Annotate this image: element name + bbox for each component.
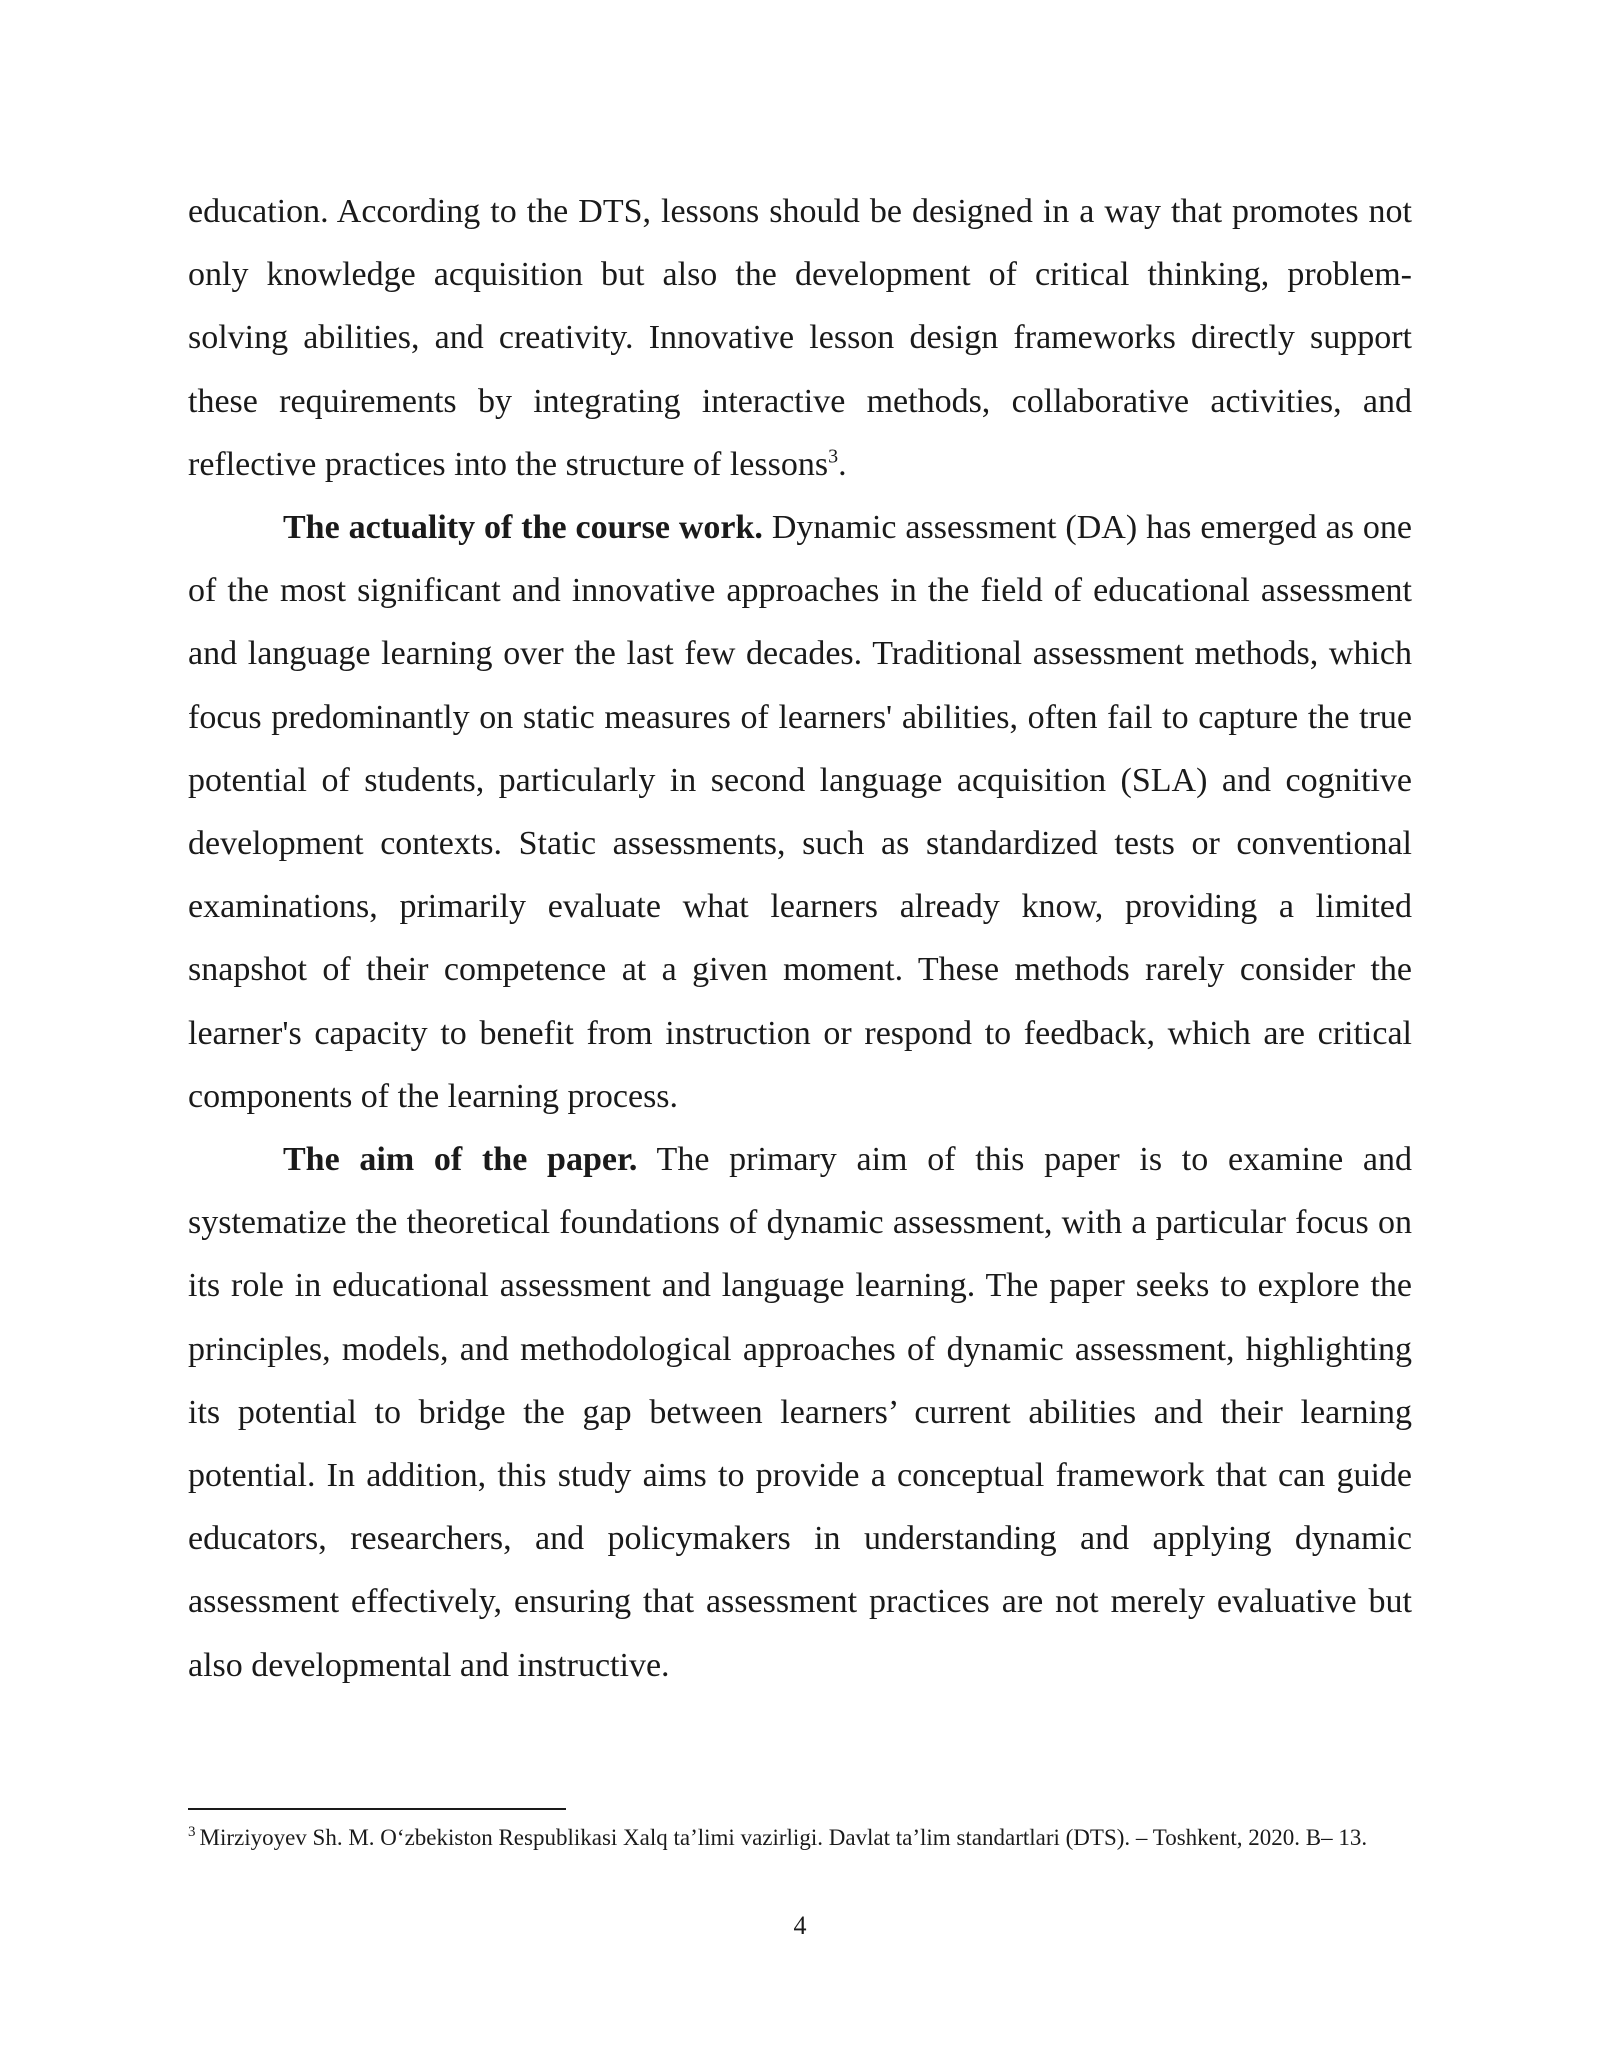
paragraph-text: The primary aim of this paper is to examine and systematize the theoretical foundations of dynamic assessment, with a particular focus on its role in educational assessment and language learning. The paper seeks to explore the principles, models, and methodological approaches of dynamic assessment, highlighting its potential to bridge the gap between learners’ current abilities and their learning potential. In addition, this study aims to provide a conceptual framework that can guide educators, researchers, and policymakers in understanding and applying dynamic assessment effectively, ensuring that assessment practices are not merely evaluative but also developmental and instructive. <box>188 1141 1412 1684</box>
page-number: 4 <box>793 1911 807 1940</box>
section-heading-actuality: The actuality of the course work. <box>283 509 763 547</box>
footnote <box>188 1822 1412 1854</box>
paragraph-dts-continuation <box>188 180 1412 496</box>
section-heading-aim: The aim of the paper. <box>283 1141 638 1179</box>
body-text <box>188 180 1412 1697</box>
footnote-text: Mirziyoyev Sh. M. O‘zbekiston Respublikasi Xalq ta’limi vazirligi. Davlat ta’lim standartlari (DTS). – Toshkent, 2020. B– 13. <box>199 1825 1368 1850</box>
footnote-divider <box>188 1808 566 1810</box>
paragraph-text: Dynamic assessment (DA) has emerged as one of the most significant and innovative approaches in the field of educational assessment and language learning over the last few decades. Traditional assessment methods, which focus predominantly on static measures of learners' abilities, often fail to capture the true potential of students, particularly in second language acquisition (SLA) and cognitive development contexts. Static assessments, such as standardized tests or conventional examinations, primarily evaluate what learners already know, providing a limited snapshot of their competence at a given moment. These methods rarely consider the learner's capacity to benefit from instruction or respond to feedback, which are critical components of the learning process. <box>188 509 1413 1115</box>
footnote-number: 3 <box>188 1824 196 1841</box>
paragraph-actuality <box>188 496 1412 1128</box>
paragraph-end-punctuation: . <box>838 445 847 483</box>
paragraph-text: education. According to the DTS, lessons should be designed in a way that promotes not only knowledge acquisition but also the development of critical thinking, problem-solving abilities, and creativity. Innovative lesson design frameworks directly support these requirements by integrating interactive methods, collaborative activities, and reflective practices into the structure of lessons <box>188 193 1412 483</box>
footnote-reference: 3 <box>828 445 839 468</box>
paragraph-aim <box>188 1128 1412 1697</box>
